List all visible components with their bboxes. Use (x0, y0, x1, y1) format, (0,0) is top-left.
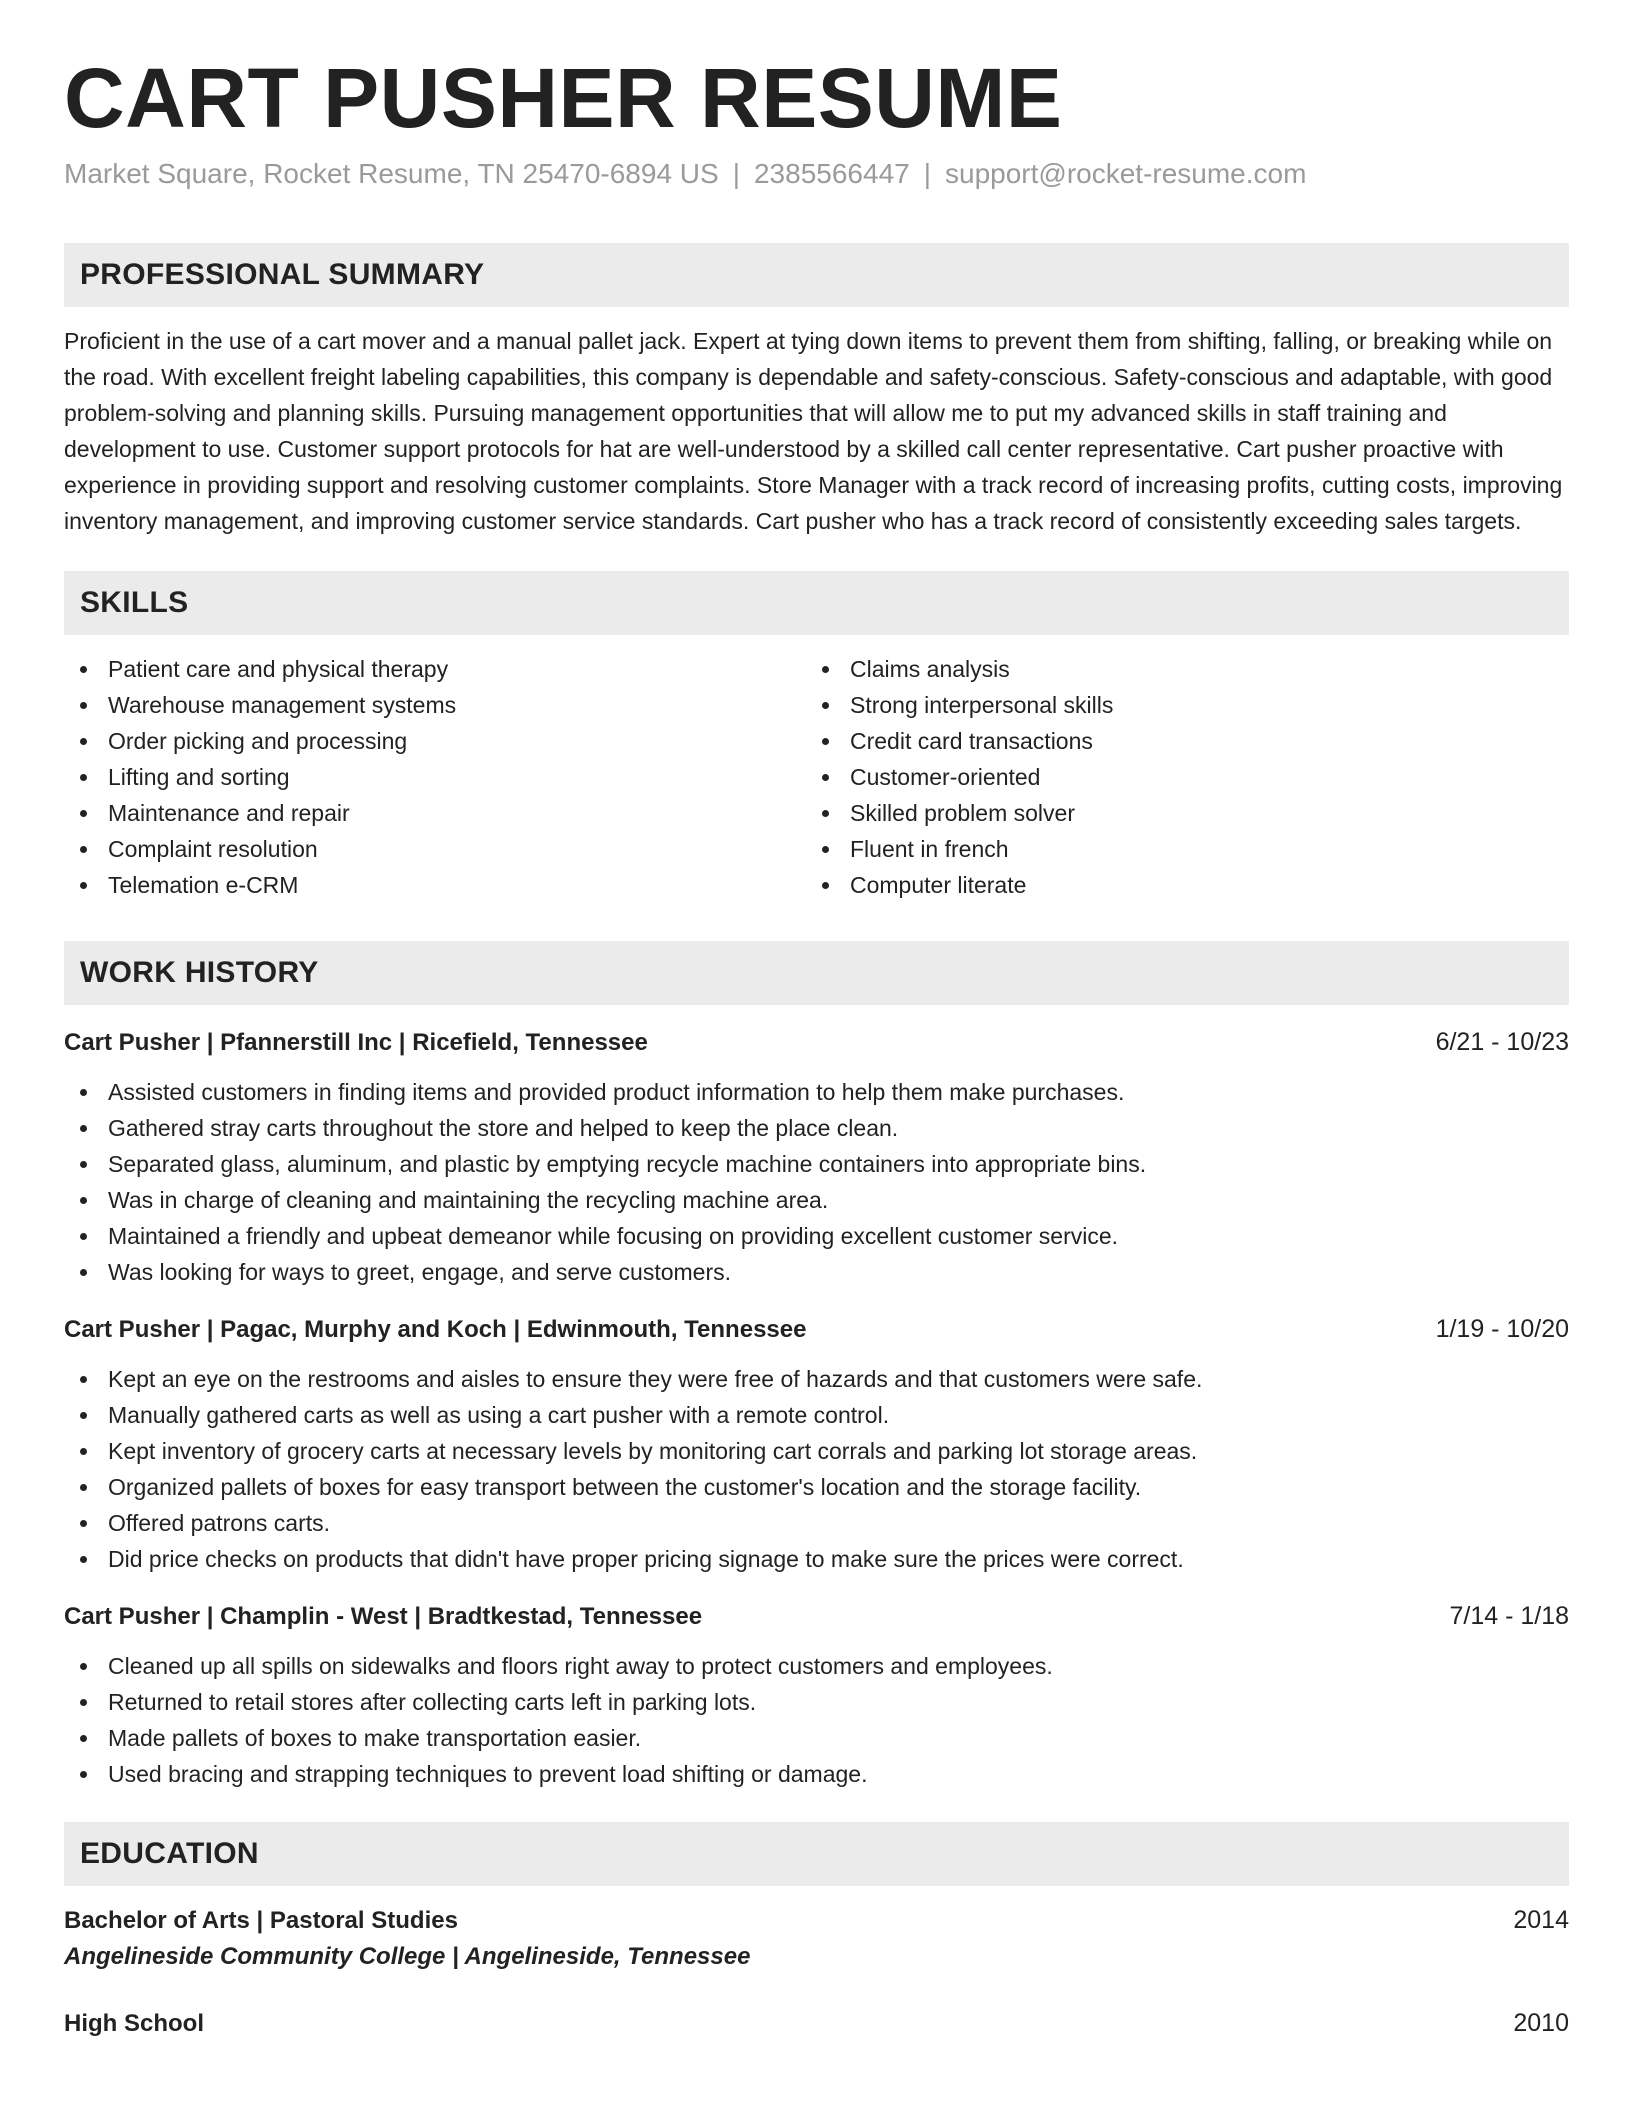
education-header (64, 1902, 1569, 1939)
contact-phone: 2385566447 (753, 158, 910, 190)
job-dates: 6/21 - 10/23 (1435, 1027, 1569, 1056)
work-history-section-heading: WORK HISTORY (64, 941, 1569, 1005)
skill-item: Complaint resolution (64, 831, 806, 867)
skills-right-column (806, 651, 1548, 903)
education-section-heading: EDUCATION (64, 1822, 1569, 1886)
job-bullets (64, 1648, 1569, 1792)
skills-columns (64, 651, 1569, 903)
skill-item: Claims analysis (806, 651, 1548, 687)
skill-item: Order picking and processing (64, 723, 806, 759)
job-bullet: Made pallets of boxes to make transportation easier. (64, 1720, 1569, 1756)
contact-line (64, 156, 1569, 192)
job-bullet: Manually gathered carts as well as using a cart pusher with a remote control. (64, 1397, 1569, 1433)
job-bullet: Gathered stray carts throughout the store and helped to keep the place clean. (64, 1110, 1569, 1146)
contact-email: support@rocket-resume.com (945, 158, 1307, 190)
job-bullet: Maintained a friendly and upbeat demeanor while focusing on providing excellent customer service. (64, 1218, 1569, 1254)
job-bullet: Did price checks on products that didn't have proper pricing signage to make sure the prices were correct. (64, 1541, 1569, 1577)
contact-separator: | (732, 158, 740, 190)
skill-item: Maintenance and repair (64, 795, 806, 831)
contact-separator: | (923, 158, 931, 190)
job-bullet: Cleaned up all spills on sidewalks and floors right away to protect customers and employees. (64, 1648, 1569, 1684)
education-year: 2014 (1513, 1905, 1569, 1934)
skill-item: Skilled problem solver (806, 795, 1548, 831)
education-entry (64, 1902, 1569, 1975)
skill-item: Patient care and physical therapy (64, 651, 806, 687)
job-title: Cart Pusher | Pagac, Murphy and Koch | Edwinmouth, Tennessee (64, 1315, 807, 1343)
job-bullet: Kept inventory of grocery carts at necessary levels by monitoring cart corrals and parking lot storage areas. (64, 1433, 1569, 1469)
job-header (64, 1312, 1569, 1347)
job-bullet: Organized pallets of boxes for easy transport between the customer's location and the storage facility. (64, 1469, 1569, 1505)
education-year: 2010 (1513, 2008, 1569, 2037)
job-bullet: Separated glass, aluminum, and plastic by emptying recycle machine containers into appropriate bins. (64, 1146, 1569, 1182)
contact-address: Market Square, Rocket Resume, TN 25470-6894 US (64, 158, 719, 190)
skills-left-column (64, 651, 806, 903)
summary-section-heading: PROFESSIONAL SUMMARY (64, 243, 1569, 307)
education-entry (64, 2005, 1569, 2042)
education-header (64, 2005, 1569, 2042)
skill-item: Telemation e-CRM (64, 867, 806, 903)
job-bullet: Offered patrons carts. (64, 1505, 1569, 1541)
job-bullets (64, 1361, 1569, 1577)
job-bullets (64, 1074, 1569, 1290)
skills-section-heading: SKILLS (64, 571, 1569, 635)
education-degree: High School (64, 2009, 204, 2037)
job-title: Cart Pusher | Pfannerstill Inc | Ricefield, Tennessee (64, 1028, 648, 1056)
job-dates: 7/14 - 1/18 (1449, 1601, 1569, 1630)
job-bullet: Kept an eye on the restrooms and aisles to ensure they were free of hazards and that customers were safe. (64, 1361, 1569, 1397)
education-degree: Bachelor of Arts | Pastoral Studies (64, 1906, 458, 1934)
summary-text: Proficient in the use of a cart mover and a manual pallet jack. Expert at tying down items to prevent them from shifting, falling, or breaking while on the road. With excellent freight labeling capabilities, this company is dependable and safety-conscious. Safety-conscious and adaptable, with good problem-solving and planning skills. Pursuing management opportunities that will allow me to put my advanced skills in staff training and development to use. Customer support protocols for hat are well-understood by a skilled call center representative. Cart pusher proactive with experience in providing support and resolving customer complaints. Store Manager with a track record of increasing profits, cutting costs, improving inventory management, and improving customer service standards. Cart pusher who has a track record of consistently exceeding sales targets. (64, 327, 1563, 534)
skill-item: Strong interpersonal skills (806, 687, 1548, 723)
job-bullet: Returned to retail stores after collecting carts left in parking lots. (64, 1684, 1569, 1720)
job-entry (64, 1599, 1569, 1792)
skill-item: Computer literate (806, 867, 1548, 903)
job-bullet: Was in charge of cleaning and maintaining the recycling machine area. (64, 1182, 1569, 1218)
skill-item: Warehouse management systems (64, 687, 806, 723)
education-school: Angelineside Community College | Angelineside, Tennessee (64, 1942, 751, 1970)
job-entry (64, 1025, 1569, 1290)
job-bullet: Assisted customers in finding items and provided product information to help them make purchases. (64, 1074, 1569, 1110)
job-bullet: Was looking for ways to greet, engage, and serve customers. (64, 1254, 1569, 1290)
skill-item: Customer-oriented (806, 759, 1548, 795)
job-title: Cart Pusher | Champlin - West | Bradtkestad, Tennessee (64, 1602, 703, 1630)
resume-title: CART PUSHER RESUME (64, 51, 1063, 145)
job-dates: 1/19 - 10/20 (1435, 1314, 1569, 1343)
skill-item: Fluent in french (806, 831, 1548, 867)
job-header (64, 1599, 1569, 1634)
skill-item: Lifting and sorting (64, 759, 806, 795)
job-entry (64, 1312, 1569, 1577)
job-bullet: Used bracing and strapping techniques to prevent load shifting or damage. (64, 1756, 1569, 1792)
skill-item: Credit card transactions (806, 723, 1548, 759)
job-header (64, 1025, 1569, 1060)
